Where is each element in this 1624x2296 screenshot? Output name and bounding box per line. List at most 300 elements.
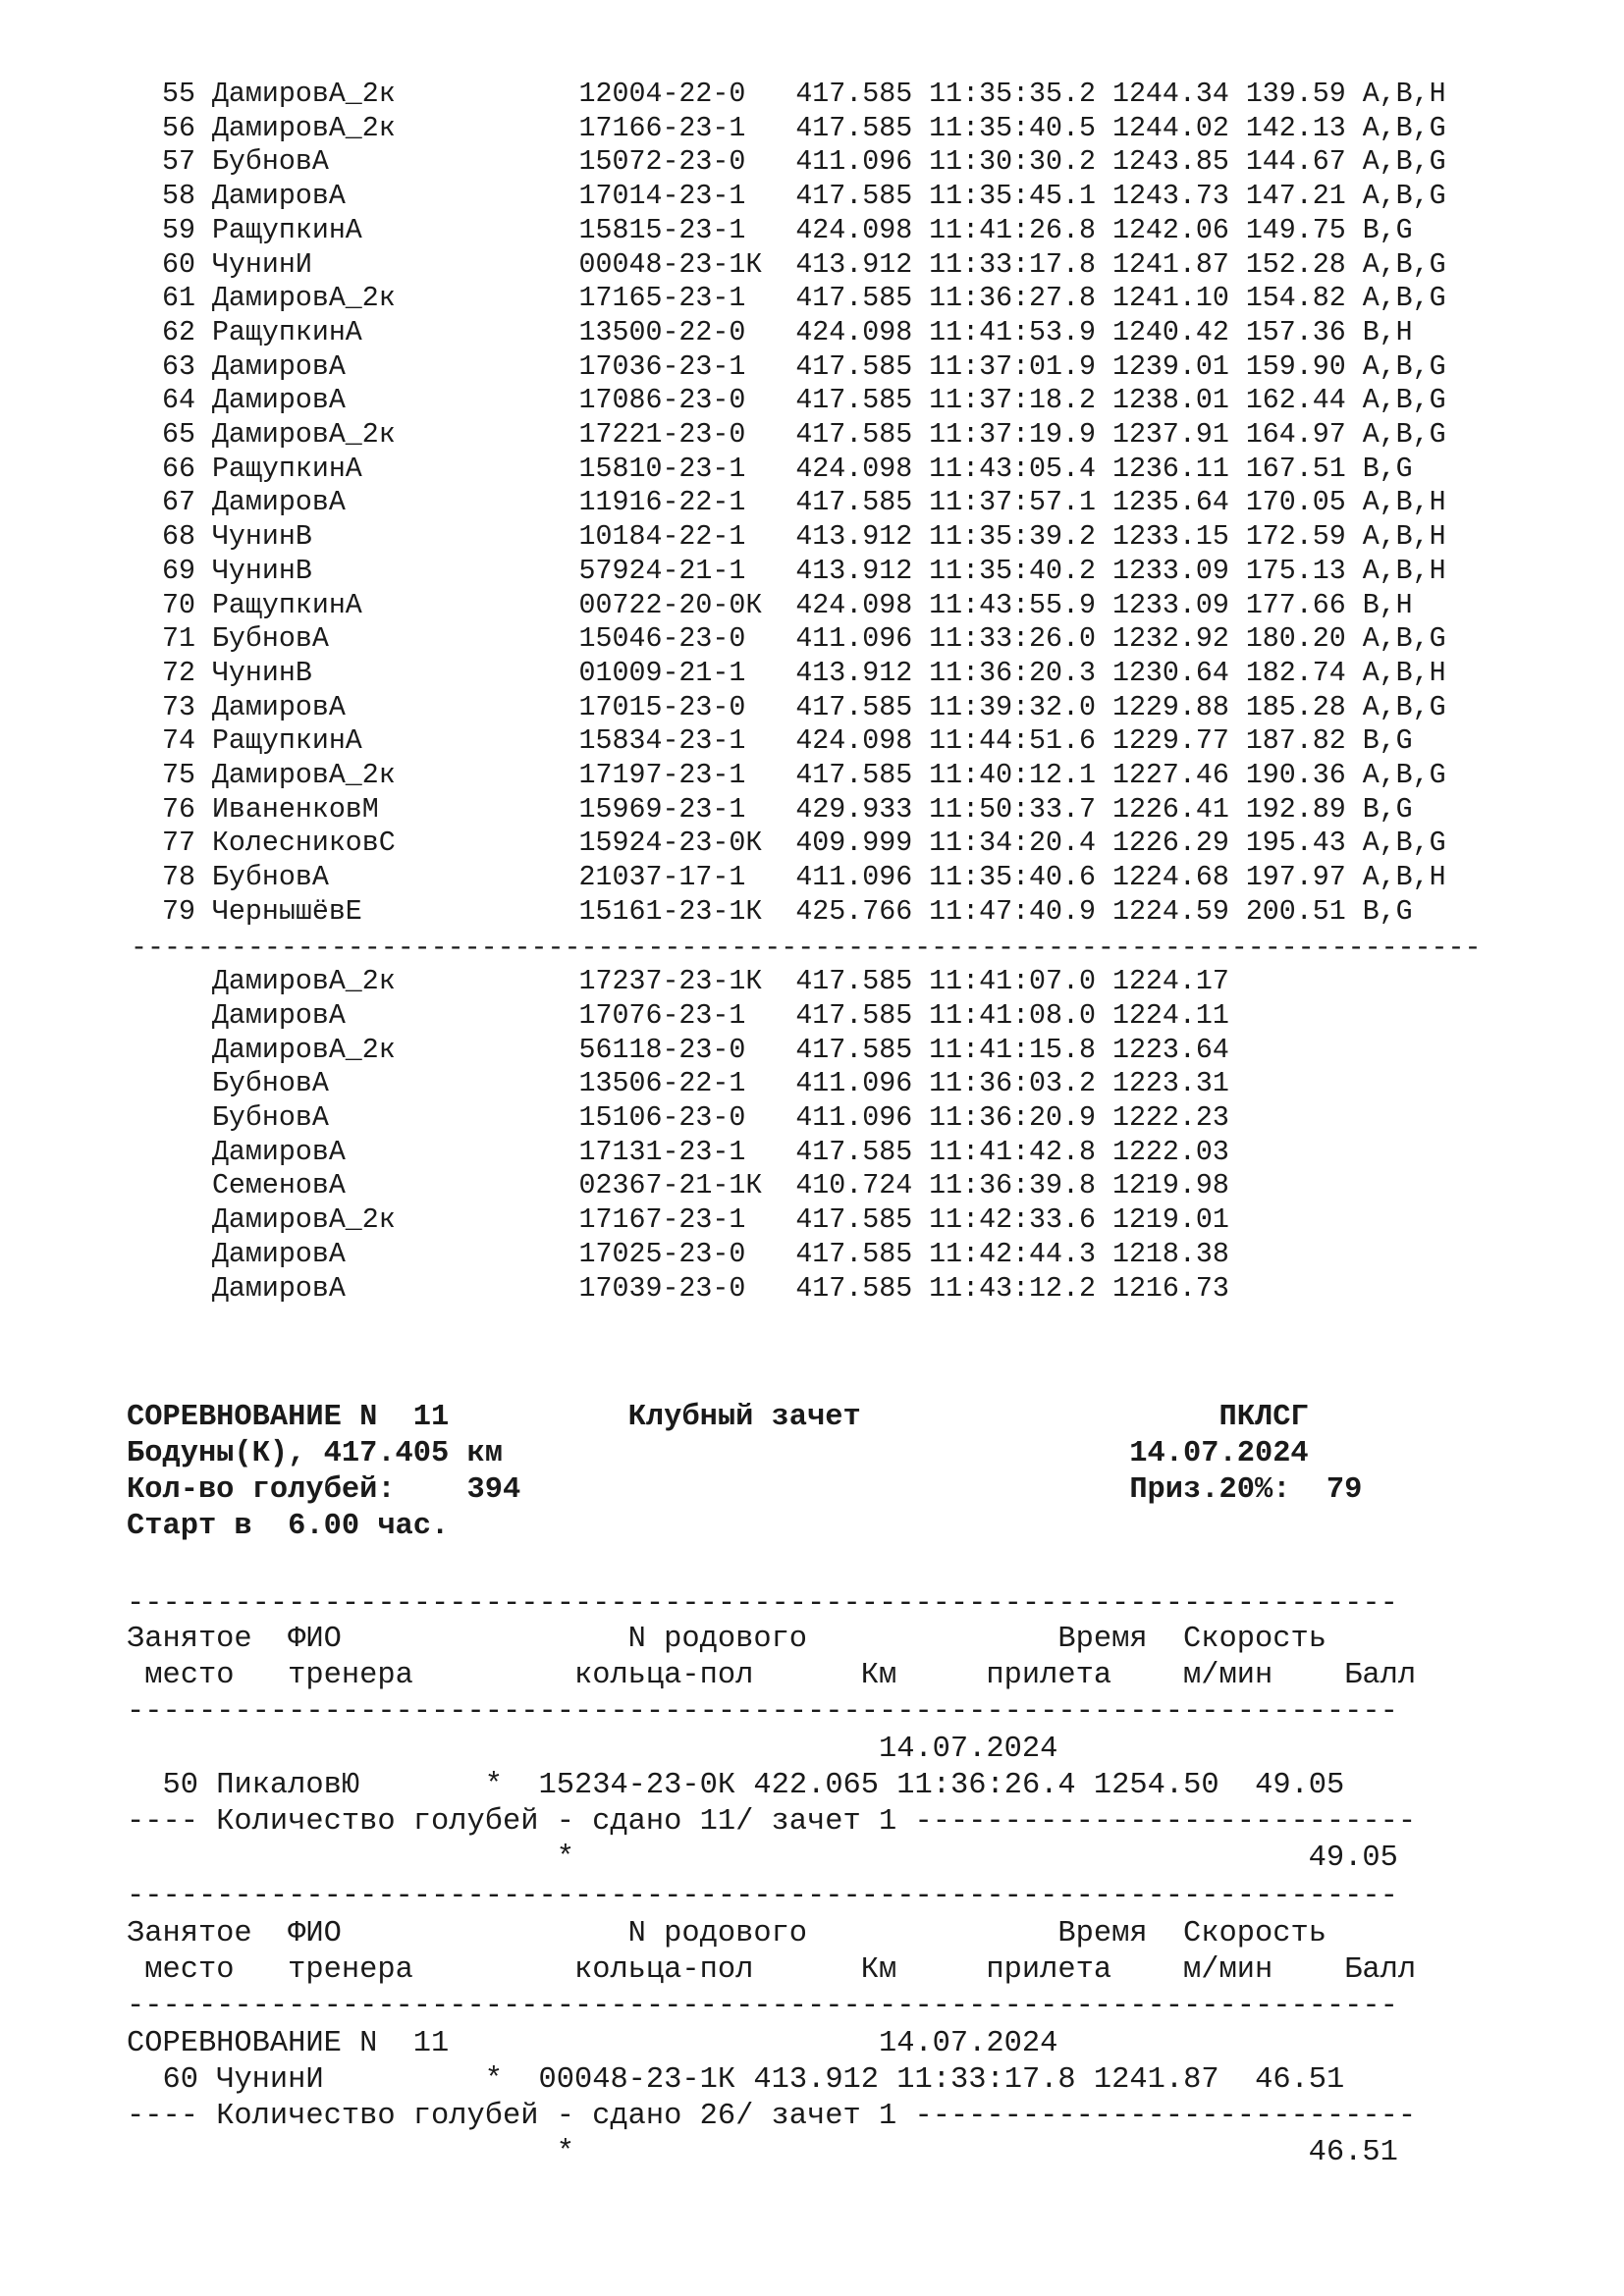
time-cell: 11:42:44.3	[929, 1238, 1096, 1270]
separator-top: -----------------------------------------------------------------------	[127, 1587, 1398, 1621]
place-cell: 56	[162, 112, 195, 144]
time-cell: 11:39:32.0	[929, 691, 1096, 723]
speed-cell: 1216.73	[1111, 1272, 1229, 1305]
ring-cell: 17039-23-0	[578, 1272, 780, 1305]
ring-cell: 21037-17-1	[578, 862, 780, 894]
name-cell: ДамировА	[211, 487, 579, 519]
groups-cell: A,B,H	[1362, 862, 1446, 894]
col-place-2: место	[144, 1953, 235, 1987]
km-cell: 424.098	[795, 316, 913, 348]
km-cell: 413.912	[795, 657, 913, 689]
ring-cell: 15810-23-1	[578, 453, 780, 485]
club-name: ЧунинИ	[216, 2063, 485, 2097]
km-cell: 425.766	[795, 895, 913, 928]
col-time: Время	[968, 1623, 1148, 1656]
ring-cell: 00722-20-0К	[578, 589, 780, 621]
place-cell: 64	[162, 385, 195, 417]
time-cell: 11:33:17.8	[929, 248, 1096, 281]
name-cell: РащупкинА	[211, 589, 579, 621]
club-name: ПикаловЮ	[216, 1769, 485, 1802]
speed-cell: 1240.42	[1111, 316, 1229, 348]
count-line	[127, 1472, 1362, 1510]
speed-cell: 1241.10	[1111, 283, 1229, 315]
club-speed: 1254.50	[1093, 1769, 1219, 1802]
result-row	[162, 350, 1446, 385]
time-cell: 11:35:40.5	[929, 112, 1096, 144]
col-points: Балл	[1272, 1659, 1417, 1692]
ring-cell: 12004-22-0	[578, 79, 780, 110]
name-cell: ИваненковМ	[211, 793, 579, 826]
km-cell: 417.585	[795, 283, 913, 315]
name-cell: ДамировА	[211, 1136, 579, 1168]
time-cell: 11:43:05.4	[929, 453, 1096, 485]
ring-cell: 15106-23-0	[578, 1102, 780, 1134]
separator-header-2: -----------------------------------------------------------------------	[127, 1990, 1398, 2023]
name-cell: ДамировА_2к	[211, 112, 579, 144]
result-row	[162, 180, 1446, 214]
ring-cell: 15834-23-1	[578, 725, 780, 758]
speed-cell: 1222.23	[1111, 1102, 1229, 1134]
speed-cell: 1232.92	[1111, 623, 1229, 656]
result-row	[162, 486, 1446, 520]
km-cell: 417.585	[795, 419, 913, 451]
ring-cell: 13500-22-0	[578, 316, 780, 348]
ring-cell: 17036-23-1	[578, 350, 780, 383]
result-row	[162, 248, 1446, 283]
name-cell: СеменовА	[211, 1170, 579, 1202]
place-cell: 58	[162, 181, 195, 213]
start-time: Старт в 6.00 час.	[127, 1510, 485, 1543]
place-cell: 69	[162, 555, 195, 587]
second-header-line-1	[127, 1916, 1326, 1953]
result-row	[162, 453, 1446, 487]
speed-cell: 1226.41	[1111, 793, 1229, 826]
points-cell: 195.43	[1245, 828, 1346, 860]
time-cell: 11:36:03.2	[929, 1068, 1096, 1100]
result-row	[162, 520, 1446, 555]
name-cell: ДамировА_2к	[211, 760, 579, 791]
name-cell: РащупкинА	[211, 214, 579, 246]
col-ring-2: кольца-пол	[573, 1953, 826, 1987]
ring-cell: 57924-21-1	[578, 555, 780, 587]
time-cell: 11:36:27.8	[929, 283, 1096, 315]
result-row	[162, 827, 1446, 861]
name-cell: БубновА	[211, 1068, 579, 1100]
km-cell: 417.585	[795, 1034, 913, 1066]
ring-cell: 17076-23-1	[578, 999, 780, 1032]
name-cell: ДамировА	[211, 691, 579, 723]
result-row	[162, 691, 1446, 725]
place-cell: 79	[162, 895, 195, 928]
place-cell: 73	[162, 691, 195, 723]
groups-cell: A,B,H	[1362, 657, 1446, 689]
speed-cell: 1244.34	[1111, 79, 1229, 110]
club-mark: *	[484, 2063, 504, 2097]
first-header-line-2	[127, 1658, 1416, 1695]
points-cell: 187.82	[1245, 725, 1346, 758]
speed-cell: 1230.64	[1111, 657, 1229, 689]
points-cell: 197.97	[1245, 862, 1346, 894]
ring-cell: 10184-22-1	[578, 521, 780, 554]
place-cell: 77	[162, 828, 195, 860]
competition-subtitle: Клубный зачет	[627, 1401, 1219, 1434]
groups-cell: B,G	[1362, 214, 1446, 246]
points-cell: 154.82	[1245, 283, 1346, 315]
club-result-row	[127, 1768, 1344, 1805]
speed-cell: 1224.17	[1111, 966, 1229, 998]
ring-cell: 01009-21-1	[578, 657, 780, 689]
km-cell: 424.098	[795, 589, 913, 621]
points-cell: 177.66	[1245, 589, 1346, 621]
place-cell: 66	[162, 453, 195, 485]
km-cell: 424.098	[795, 453, 913, 485]
km-cell: 424.098	[795, 214, 913, 246]
km-cell: 413.912	[795, 521, 913, 554]
col-speed-2: м/мин	[1111, 1659, 1273, 1692]
time-cell: 11:37:19.9	[929, 419, 1096, 451]
speed-cell: 1227.46	[1111, 760, 1229, 791]
result-row	[162, 861, 1446, 895]
col-ring: N родового	[627, 1917, 969, 1950]
col-place: Занятое	[127, 1917, 252, 1950]
col-time: Время	[968, 1917, 1148, 1950]
points-cell: 190.36	[1245, 760, 1346, 791]
first-header-line-1	[127, 1622, 1326, 1659]
speed-cell: 1218.38	[1111, 1238, 1229, 1270]
col-place-2: место	[144, 1659, 235, 1692]
groups-cell: B,G	[1362, 453, 1446, 485]
speed-cell: 1224.59	[1111, 895, 1229, 928]
ring-cell: 15046-23-0	[578, 623, 780, 656]
speed-cell: 1219.01	[1111, 1204, 1229, 1237]
ring-cell: 17165-23-1	[578, 283, 780, 315]
club-speed: 1241.87	[1093, 2063, 1219, 2097]
prize-label: Приз.20%:	[1129, 1473, 1291, 1507]
club-total-line	[127, 2135, 1398, 2172]
groups-cell: B,G	[1362, 725, 1446, 758]
name-cell: БубновА	[211, 146, 579, 179]
club-place: 50	[127, 1769, 198, 1802]
name-cell: ДамировА	[211, 350, 579, 383]
ring-cell: 17221-23-0	[578, 419, 780, 451]
speed-cell: 1229.88	[1111, 691, 1229, 723]
name-cell: ЧернышёвЕ	[211, 895, 579, 928]
place-cell: 57	[162, 146, 195, 179]
points-cell: 149.75	[1245, 214, 1346, 246]
result-row	[162, 112, 1446, 146]
km-cell: 413.912	[795, 555, 913, 587]
groups-cell: A,B,H	[1362, 555, 1446, 587]
club-time: 11:33:17.8	[896, 2063, 1076, 2097]
result-row	[162, 418, 1446, 453]
name-cell: КолесниковС	[211, 828, 579, 860]
club-summary: Количество голубей - сдано 11/ зачет 1	[216, 1805, 897, 1839]
separator-middle: -----------------------------------------------------------------------	[127, 1880, 1398, 1913]
speed-cell: 1243.85	[1111, 146, 1229, 179]
name-cell: РащупкинА	[211, 725, 579, 758]
time-cell: 11:35:40.6	[929, 862, 1096, 894]
speed-cell: 1244.02	[1111, 112, 1229, 144]
result-row	[162, 145, 1446, 180]
groups-cell: A,B,G	[1362, 283, 1446, 315]
unranked-row	[162, 1101, 1229, 1136]
name-cell: ДамировА	[211, 1238, 579, 1270]
km-cell: 413.912	[795, 248, 913, 281]
club-ring: 15234-23-0К	[538, 1769, 736, 1802]
km-cell: 429.933	[795, 793, 913, 826]
groups-cell: A,B,G	[1362, 350, 1446, 383]
ring-cell: 17014-23-1	[578, 181, 780, 213]
time-cell: 11:41:15.8	[929, 1034, 1096, 1066]
name-cell: ЧунинВ	[211, 521, 579, 554]
km-cell: 417.585	[795, 1136, 913, 1168]
place-cell: 62	[162, 316, 195, 348]
km-cell: 417.585	[795, 487, 913, 519]
unranked-row	[162, 1136, 1229, 1170]
name-cell: ДамировА_2к	[211, 79, 579, 110]
time-cell: 11:35:35.2	[929, 79, 1096, 110]
points-cell: 175.13	[1245, 555, 1346, 587]
club-date-line	[127, 2026, 1057, 2063]
club-heading	[127, 1733, 879, 1766]
place-cell: 74	[162, 725, 195, 758]
time-cell: 11:36:39.8	[929, 1170, 1096, 1202]
km-cell: 417.585	[795, 999, 913, 1032]
km-cell: 417.585	[795, 1272, 913, 1305]
club-total-points: 46.51	[573, 2136, 1398, 2169]
name-cell: ЧунинИ	[211, 248, 579, 281]
speed-cell: 1243.73	[1111, 181, 1229, 213]
time-cell: 11:41:42.8	[929, 1136, 1096, 1168]
result-row	[162, 282, 1446, 316]
name-cell: ДамировА_2к	[211, 419, 579, 451]
points-cell: 185.28	[1245, 691, 1346, 723]
groups-cell: A,B,G	[1362, 385, 1446, 417]
release-location: Бодуны(К), 417.405 км	[127, 1437, 1130, 1470]
col-place: Занятое	[127, 1623, 252, 1656]
unranked-row	[162, 965, 1229, 999]
time-cell: 11:42:33.6	[929, 1204, 1096, 1237]
club-date: 14.07.2024	[878, 2027, 1058, 2060]
km-cell: 411.096	[795, 146, 913, 179]
place-cell: 65	[162, 419, 195, 451]
result-row	[162, 759, 1446, 793]
km-cell: 424.098	[795, 725, 913, 758]
competition-date: 14.07.2024	[1129, 1437, 1309, 1470]
km-cell: 411.096	[795, 1102, 913, 1134]
col-points: Балл	[1272, 1953, 1417, 1987]
place-cell: 72	[162, 657, 195, 689]
time-cell: 11:41:26.8	[929, 214, 1096, 246]
time-cell: 11:44:51.6	[929, 725, 1096, 758]
place-cell: 60	[162, 248, 195, 281]
time-cell: 11:47:40.9	[929, 895, 1096, 928]
points-cell: 157.36	[1245, 316, 1346, 348]
speed-cell: 1235.64	[1111, 487, 1229, 519]
name-cell: ДамировА	[211, 385, 579, 417]
time-cell: 11:41:53.9	[929, 316, 1096, 348]
place-cell: 55	[162, 79, 195, 110]
name-cell: ЧунинВ	[211, 657, 579, 689]
name-cell: ДамировА_2к	[211, 1034, 579, 1066]
club-ring: 00048-23-1К	[538, 2063, 736, 2097]
points-cell: 182.74	[1245, 657, 1346, 689]
speed-cell: 1223.31	[1111, 1068, 1229, 1100]
speed-cell: 1233.09	[1111, 589, 1229, 621]
ring-cell: 15072-23-0	[578, 146, 780, 179]
time-cell: 11:43:12.2	[929, 1272, 1096, 1305]
ring-cell: 17025-23-0	[578, 1238, 780, 1270]
speed-cell: 1241.87	[1111, 248, 1229, 281]
ring-cell: 00048-23-1К	[578, 248, 780, 281]
place-cell: 70	[162, 589, 195, 621]
location-line	[127, 1436, 1309, 1473]
bird-count-label: Кол-во голубей:	[127, 1473, 396, 1507]
result-row	[162, 316, 1446, 350]
unranked-row	[162, 1203, 1229, 1238]
club-time: 11:36:26.4	[896, 1769, 1076, 1802]
groups-cell: A,B,H	[1362, 487, 1446, 519]
unranked-row	[162, 999, 1229, 1034]
time-cell: 11:37:18.2	[929, 385, 1096, 417]
result-row	[162, 724, 1446, 759]
col-km: Км	[825, 1953, 897, 1987]
groups-cell: A,B,G	[1362, 248, 1446, 281]
col-name: ФИО	[288, 1917, 628, 1950]
time-cell: 11:41:08.0	[929, 999, 1096, 1032]
time-cell: 11:34:20.4	[929, 828, 1096, 860]
col-speed: Скорость	[1183, 1623, 1326, 1656]
points-cell: 152.28	[1245, 248, 1346, 281]
col-time-2: прилета	[896, 1659, 1112, 1692]
unranked-row	[162, 1238, 1229, 1272]
club-total-mark: *	[556, 2136, 574, 2169]
result-row	[162, 78, 1446, 112]
groups-cell: A,B,G	[1362, 623, 1446, 656]
col-name: ФИО	[288, 1623, 628, 1656]
start-line	[127, 1509, 485, 1546]
place-cell: 61	[162, 283, 195, 315]
name-cell: БубновА	[211, 1102, 579, 1134]
club-summary-line: ---- Количество голубей - сдано 11/ зачет 1 ----------------------------	[127, 1805, 1417, 1839]
club-points: 49.05	[1236, 1769, 1345, 1802]
place-cell: 63	[162, 350, 195, 383]
name-cell: ДамировА	[211, 999, 579, 1032]
ring-cell: 15815-23-1	[578, 214, 780, 246]
result-row	[162, 214, 1446, 248]
club-heading: СОРЕВНОВАНИЕ N 11	[127, 2027, 879, 2060]
ring-cell: 56118-23-0	[578, 1034, 780, 1066]
ring-cell: 15924-23-0К	[578, 828, 780, 860]
result-row	[162, 895, 1446, 930]
club-points: 46.51	[1236, 2063, 1345, 2097]
points-cell: 167.51	[1245, 453, 1346, 485]
groups-cell: A,B,G	[1362, 112, 1446, 144]
groups-cell: A,B,G	[1362, 419, 1446, 451]
time-cell: 11:37:57.1	[929, 487, 1096, 519]
speed-cell: 1242.06	[1111, 214, 1229, 246]
points-cell: 162.44	[1245, 385, 1346, 417]
speed-cell: 1229.77	[1111, 725, 1229, 758]
km-cell: 417.585	[795, 181, 913, 213]
groups-cell: A,B,G	[1362, 828, 1446, 860]
place-cell: 59	[162, 214, 195, 246]
club-total-mark: *	[556, 1842, 574, 1875]
km-cell: 417.585	[795, 385, 913, 417]
time-cell: 11:35:45.1	[929, 181, 1096, 213]
col-name-2: тренера	[288, 1953, 574, 1987]
name-cell: ДамировА_2к	[211, 283, 579, 315]
prize-count: 79	[1290, 1473, 1363, 1507]
club-result-row	[127, 2062, 1344, 2100]
points-cell: 144.67	[1245, 146, 1346, 179]
time-cell: 11:35:40.2	[929, 555, 1096, 587]
ring-cell: 17131-23-1	[578, 1136, 780, 1168]
col-speed-2: м/мин	[1111, 1953, 1273, 1987]
competition-line	[127, 1400, 1309, 1437]
col-ring-2: кольца-пол	[573, 1659, 826, 1692]
points-cell: 170.05	[1245, 487, 1346, 519]
ring-cell: 17166-23-1	[578, 112, 780, 144]
unranked-row	[162, 1272, 1229, 1307]
km-cell: 411.096	[795, 862, 913, 894]
ring-cell: 15161-23-1К	[578, 895, 780, 928]
km-cell: 410.724	[795, 1170, 913, 1202]
speed-cell: 1238.01	[1111, 385, 1229, 417]
points-cell: 172.59	[1245, 521, 1346, 554]
ring-cell: 02367-21-1К	[578, 1170, 780, 1202]
competition-title: СОРЕВНОВАНИЕ N 11	[127, 1401, 628, 1434]
col-name-2: тренера	[288, 1659, 574, 1692]
speed-cell: 1233.09	[1111, 555, 1229, 587]
club-summary: Количество голубей - сдано 26/ зачет 1	[216, 2100, 897, 2133]
speed-cell: 1226.29	[1111, 828, 1229, 860]
groups-cell: B,H	[1362, 589, 1446, 621]
unranked-row	[162, 1034, 1229, 1068]
ring-cell: 17197-23-1	[578, 760, 780, 791]
ring-cell: 13506-22-1	[578, 1068, 780, 1100]
name-cell: ДамировА_2к	[211, 1204, 579, 1237]
name-cell: БубновА	[211, 862, 579, 894]
speed-cell: 1233.15	[1111, 521, 1229, 554]
points-cell: 139.59	[1245, 79, 1346, 110]
groups-cell: A,B,H	[1362, 79, 1446, 110]
groups-cell: B,H	[1362, 316, 1446, 348]
col-ring: N родового	[627, 1623, 969, 1656]
club-date: 14.07.2024	[878, 1733, 1058, 1766]
col-km: Км	[825, 1659, 897, 1692]
club-km: 422.065	[753, 1769, 880, 1802]
club-date-line	[127, 1732, 1057, 1769]
name-cell: РащупкинА	[211, 453, 579, 485]
km-cell: 417.585	[795, 79, 913, 110]
col-time-2: прилета	[896, 1953, 1112, 1987]
km-cell: 409.999	[795, 828, 913, 860]
ring-cell: 17015-23-0	[578, 691, 780, 723]
ring-cell: 17167-23-1	[578, 1204, 780, 1237]
result-row	[162, 793, 1446, 828]
time-cell: 11:41:07.0	[929, 966, 1096, 998]
time-cell: 11:35:39.2	[929, 521, 1096, 554]
groups-cell: A,B,G	[1362, 146, 1446, 179]
second-header-line-2	[127, 1952, 1416, 1990]
ring-cell: 15969-23-1	[578, 793, 780, 826]
points-cell: 180.20	[1245, 623, 1346, 656]
time-cell: 11:37:01.9	[929, 350, 1096, 383]
points-cell: 192.89	[1245, 793, 1346, 826]
speed-cell: 1239.01	[1111, 350, 1229, 383]
km-cell: 411.096	[795, 1068, 913, 1100]
